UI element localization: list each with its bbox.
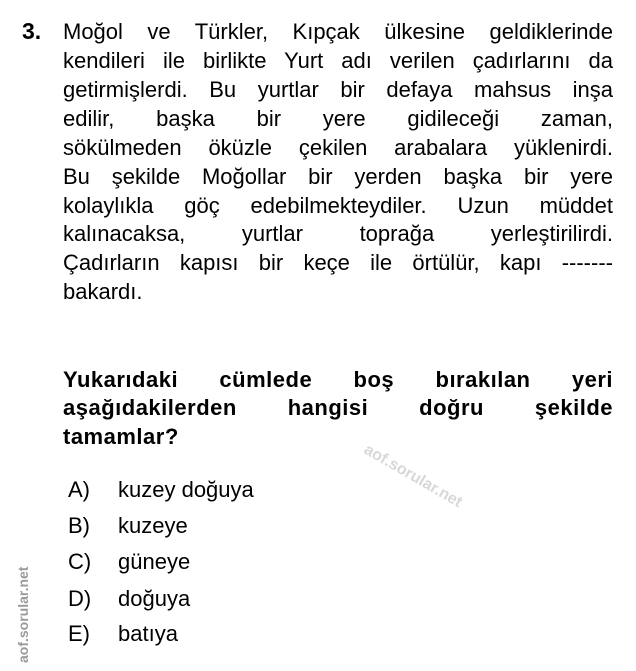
option-text: batıya [118, 621, 178, 646]
paragraph-line: sökülmeden öküzle çekilen arabalara yüklenirdi. [63, 135, 613, 160]
option-letter: B) [68, 513, 90, 538]
question-line: aşağıdakilerden hangisi doğru şekilde [63, 395, 613, 420]
option-letter: A) [68, 477, 90, 502]
paragraph-line: bakardı. [63, 279, 143, 304]
option-c[interactable] [68, 547, 190, 577]
watermark-vertical: aof.sorular.net [15, 566, 31, 663]
question-line: Yukarıdaki cümlede boş bırakılan yeri [63, 367, 613, 392]
paragraph-line: getirmişlerdi. Bu yurtlar bir defaya mahsus inşa [63, 77, 613, 102]
option-letter: D) [68, 586, 92, 611]
option-d[interactable] [68, 584, 190, 614]
question-line: tamamlar? [63, 424, 179, 449]
paragraph-line: Bu şekilde Moğollar bir yerden başka bir yere [63, 164, 613, 189]
option-text: güneye [118, 549, 191, 574]
option-e[interactable] [68, 619, 178, 649]
option-letter: C) [68, 549, 92, 574]
question-number: 3. [22, 18, 42, 44]
option-text: doğuya [118, 586, 191, 611]
option-b[interactable] [68, 511, 188, 541]
watermark-diagonal: aof.sorular.net [361, 441, 465, 512]
option-text: kuzeye [118, 513, 188, 538]
paragraph-line: kalınacaksa, yurtlar toprağa yerleştirilirdi. [63, 221, 613, 246]
paragraph-line: Moğol ve Türkler, Kıpçak ülkesine geldiklerinde [63, 19, 613, 44]
paragraph-line: edilir, başka bir yere gidileceği zaman, [63, 106, 613, 131]
paragraph-line: Çadırların kapısı bir keçe ile örtülür, kapı ------- [63, 250, 613, 275]
paragraph-line: kendileri ile birlikte Yurt adı verilen çadırlarını da [63, 48, 613, 73]
option-letter: E) [68, 621, 90, 646]
option-text: kuzey doğuya [118, 477, 254, 502]
option-a[interactable] [68, 475, 254, 505]
paragraph-line: kolaylıkla göç edebilmekteydiler. Uzun müddet [63, 193, 613, 218]
